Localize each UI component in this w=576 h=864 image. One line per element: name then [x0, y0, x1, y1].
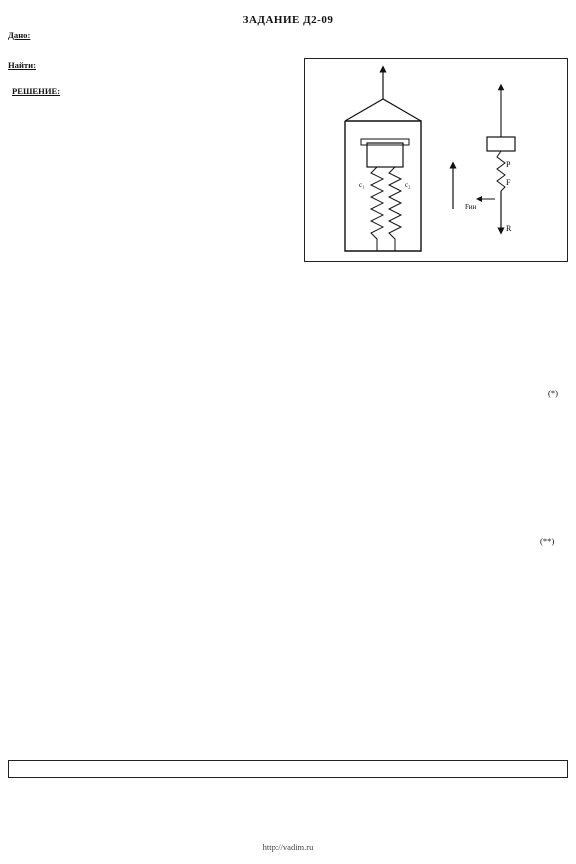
- equation-number-2: (**): [540, 536, 555, 546]
- vector-equation-row: [30, 296, 570, 307]
- c2-row: [30, 602, 550, 613]
- suspension-rope: [345, 99, 421, 121]
- answer-box: [8, 760, 568, 778]
- spring-1-label: c₁: [359, 181, 365, 189]
- find-line: [8, 60, 298, 71]
- mechanism-figure: [304, 58, 568, 262]
- c1-row: [30, 624, 570, 635]
- step2-block: [8, 406, 568, 416]
- free-body-spring: [497, 151, 505, 191]
- load-block: [367, 143, 403, 167]
- find-label: Найти:: [8, 60, 36, 70]
- spring-1: [371, 167, 383, 251]
- spring-2-label: c₂: [405, 181, 411, 189]
- equation-number-1: (*): [548, 388, 559, 398]
- spring-2: [389, 167, 401, 251]
- given-label: Дано:: [8, 30, 31, 40]
- mechanism-diagram: [305, 59, 567, 261]
- particular-B-line: [8, 495, 568, 506]
- free-body-block: [487, 137, 515, 151]
- velocity-block: [8, 556, 568, 562]
- footer-url[interactable]: http://vadim.ru: [262, 842, 314, 852]
- solution-label: РЕШЕНИЕ:: [12, 86, 61, 96]
- given-line-1: [8, 30, 568, 41]
- particular-block: [8, 492, 568, 509]
- force-F-label: F: [506, 178, 511, 187]
- force-P-label: P: [506, 160, 511, 169]
- page-title: ЗАДАНИЕ Д2-09: [242, 14, 334, 26]
- force-R-label: R: [506, 224, 512, 233]
- inertia-force-label: Fин: [465, 203, 477, 211]
- forces-block: [8, 316, 568, 322]
